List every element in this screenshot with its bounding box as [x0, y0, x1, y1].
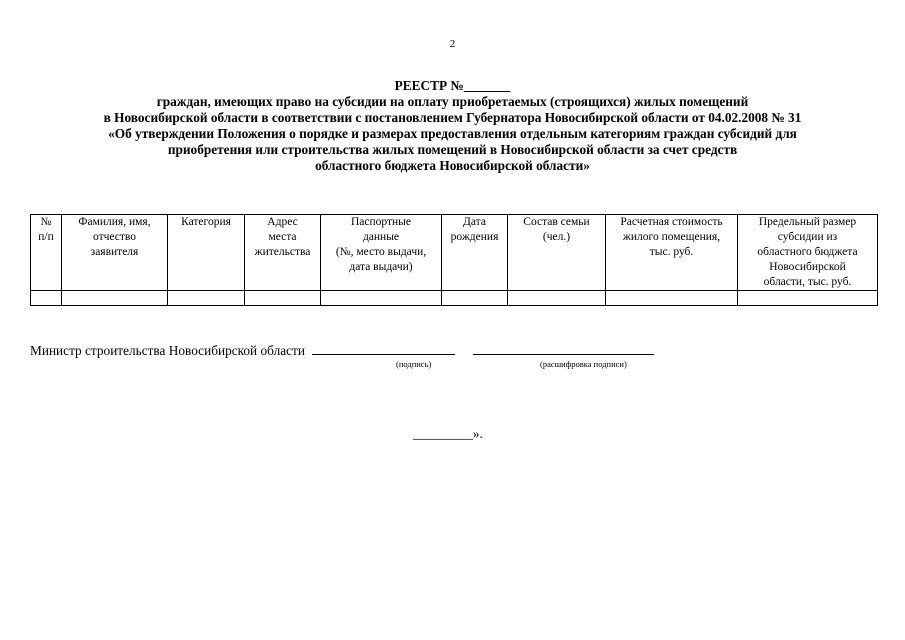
signature-line [312, 342, 455, 355]
header-line: областного бюджета Новосибирской области» [315, 158, 590, 173]
column-header-family-size: Состав семьи (чел.) [508, 215, 606, 291]
column-header-passport: Паспортные данные (№, место выдачи, дата выдачи) [321, 215, 442, 291]
table-header-row [31, 215, 878, 291]
header-line: в Новосибирской области в соответствии с постановлением Губернатора Новосибирской области от 04.02.2008 № 31 [103, 110, 802, 125]
signatory-position: Министр строительства Новосибирской области [30, 343, 305, 358]
table-cell [31, 291, 62, 306]
column-header-birth-date: Дата рождения [442, 215, 508, 291]
registry-table [30, 214, 878, 306]
registry-title: РЕЕСТР №_______ [394, 78, 511, 93]
header-line: граждан, имеющих право на субсидии на оплату приобретаемых (строящихся) жилых помещений [156, 94, 749, 109]
signature-block [30, 342, 654, 359]
table-cell [738, 291, 878, 306]
table-cell [62, 291, 168, 306]
column-header-estimated-cost: Расчетная стоимость жилого помещения, тыс. руб. [606, 215, 738, 291]
closing-mark: _________». [413, 426, 483, 441]
header-line: «Об утверждении Положения о порядке и размерах предоставления отдельным категориям граждан субсидий для [108, 126, 797, 141]
column-header-number: № п/п [31, 215, 62, 291]
signature-caption: (подпись) [396, 359, 432, 369]
table-row-empty [31, 291, 878, 306]
table-cell [168, 291, 245, 306]
page-number: 2 [449, 38, 456, 50]
table-cell [442, 291, 508, 306]
header-line: приобретения или строительства жилых помещений в Новосибирской области за счет средств [167, 142, 738, 157]
table-cell [606, 291, 738, 306]
table-cell [245, 291, 321, 306]
table-cell [321, 291, 442, 306]
column-header-subsidy-limit: Предельный размер субсидии из областного бюджета Новосибирской области, тыс. руб. [738, 215, 878, 291]
column-header-category: Категория [168, 215, 245, 291]
signature-decoding-caption: (расшифровка подписи) [540, 359, 627, 369]
signature-decoding-line [473, 342, 654, 355]
column-header-address: Адрес места жительства [245, 215, 321, 291]
document-header [30, 78, 875, 174]
column-header-full-name: Фамилия, имя, отчество заявителя [62, 215, 168, 291]
table-cell [508, 291, 606, 306]
